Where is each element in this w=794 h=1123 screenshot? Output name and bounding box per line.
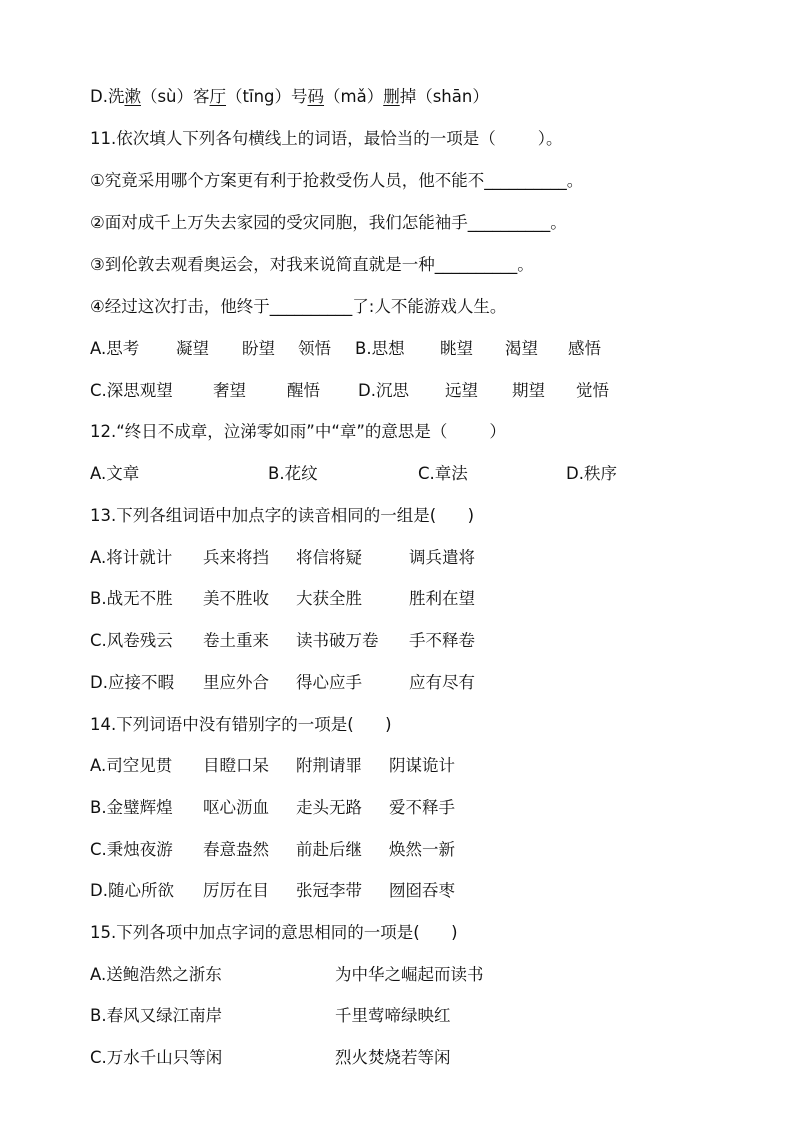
text-segment: 醒悟 [287,381,320,400]
text-segment: 厅 [209,87,227,106]
text-segment: 目瞪口呆 [203,756,269,775]
text-segment: 14.下列词语中没有错别字的一项是( ) [90,715,392,734]
text-segment: 兵来将挡 [203,548,269,567]
text-segment: A.将计就计 [90,548,173,567]
text-segment: ①究竟采用哪个方案更有利于抢救受伤人员，他不能不__________。 [90,171,584,190]
text-segment: 焕然一新 [389,840,455,859]
text-segment: 手不释卷 [409,631,475,650]
text-segment: D.秩序 [566,464,617,483]
text-segment: 读书破万卷 [296,631,379,650]
text-line [90,714,392,736]
text-segment: 囫囵吞枣 [389,881,455,900]
text-line [90,254,534,276]
text-segment: 感悟 [568,339,601,358]
text-segment: 将信将疑 [296,548,362,567]
text-segment: 15.下列各项中加点字词的意思相同的一项是( ) [90,923,458,942]
text-segment: D.应接不暇 [90,673,174,692]
text-segment: C.风卷残云 [90,631,173,650]
text-segment: ③到伦敦去观看奥运会，对我来说简直就是一种__________。 [90,255,534,274]
text-segment: B.战无不胜 [90,589,173,608]
text-line [90,86,489,108]
text-segment: 掉（shān） [399,87,489,106]
text-segment: 胜利在望 [409,589,475,608]
text-line [90,170,583,192]
text-segment: B.思想 [355,339,405,358]
text-segment: 春意盎然 [203,840,269,859]
text-segment: B.花纹 [268,464,318,483]
text-segment: A.文章 [90,464,140,483]
text-segment: D.随心所欲 [90,881,174,900]
text-segment: B.金璧辉煌 [90,798,173,817]
text-segment: 卷土重来 [203,631,269,650]
text-segment: 眺望 [440,339,473,358]
text-segment: 调兵遣将 [409,548,475,567]
text-segment: 期望 [512,381,545,400]
text-segment: 觉悟 [576,381,609,400]
text-segment: D.洗 [90,87,125,106]
text-segment: ④经过这次打击，他终于__________了:人不能游戏人生。 [90,297,507,316]
text-line [90,296,506,318]
text-segment: 厉厉在目 [203,881,269,900]
text-segment: 渴望 [505,339,538,358]
text-segment: C.深思观望 [90,381,173,400]
text-segment: A.送鲍浩然之浙东 [90,965,222,984]
text-segment: 漱 [124,87,141,106]
text-segment: 为中华之崛起而读书 [335,965,484,984]
text-segment: 盼望 [242,339,275,358]
text-segment: 删 [383,87,400,106]
text-segment: ②面对成千上万失去家园的受灾同胞，我们怎能袖手__________。 [90,213,567,232]
text-segment: B.春风又绿江南岸 [90,1006,223,1025]
text-segment: A.司空见贯 [90,756,173,775]
text-segment: 大获全胜 [296,589,362,608]
text-segment: 得心应手 [296,673,362,692]
text-segment: 张冠李带 [296,881,362,900]
text-segment: 呕心沥血 [203,798,269,817]
text-segment: 千里莺啼绿映红 [335,1006,451,1025]
text-segment: 远望 [445,381,478,400]
text-segment: D.沉思 [358,381,409,400]
text-segment: 应有尽有 [409,673,475,692]
text-segment: 走头无路 [296,798,362,817]
text-segment: 奢望 [213,381,246,400]
text-line [90,922,458,944]
text-segment: A.思考 [90,339,140,358]
text-line [90,505,474,527]
text-segment: 13.下列各组词语中加点字的读音相同的一组是( ) [90,506,475,525]
text-segment: C.万水千山只等闲 [90,1048,223,1067]
text-segment: 附荆请罪 [296,756,362,775]
text-segment: 烈火焚烧若等闲 [335,1048,451,1067]
text-segment: C.章法 [418,464,468,483]
text-line [90,128,562,150]
text-segment: 码 [307,87,325,106]
text-segment: 前赴后继 [296,840,362,859]
text-line [90,212,567,234]
text-segment: C.秉烛夜游 [90,840,173,859]
text-segment: 领悟 [298,339,331,358]
text-segment: 阴谋诡计 [389,756,455,775]
text-segment: （tīng）号 [226,87,308,106]
text-segment: 美不胜收 [203,589,269,608]
text-segment: （sù）客 [140,87,210,106]
text-segment: 里应外合 [203,673,269,692]
text-segment: 12.“终日不成章，泣涕零如雨”中“章”的意思是（ ） [90,422,506,441]
text-line [90,421,506,443]
text-segment: 凝望 [176,339,209,358]
text-segment: 爱不释手 [389,798,455,817]
text-segment: （mǎ） [324,87,384,106]
text-segment: 11.依次填人下列各句横线上的词语，最恰当的一项是（ ）。 [90,129,563,148]
